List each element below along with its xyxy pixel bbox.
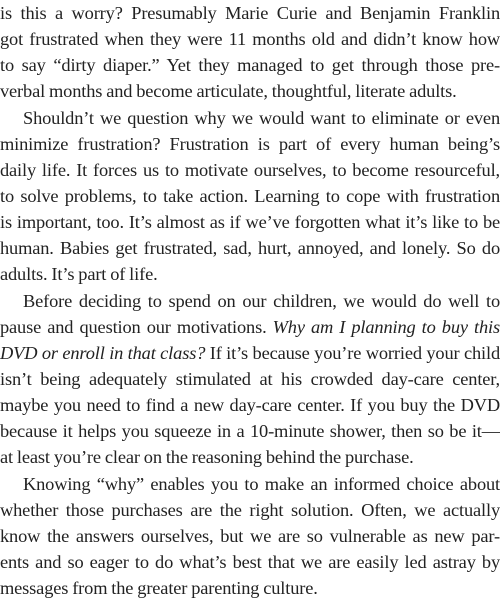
text-line: Before deciding to spend on our children, we would do well to: [23, 290, 500, 311]
text-line: know the answers ourselves, but we are so vulnerable as new par-: [0, 525, 500, 546]
paragraph-4: [0, 471, 500, 601]
text-line: daily life. It forces us to motivate ourselves, to become resourceful,: [0, 159, 500, 180]
text-line: verbal months and become articulate, thoughtful, literate adults.: [0, 81, 457, 102]
text-line: Shouldn’t we question why we would want to eliminate or even: [23, 107, 500, 128]
text-line: to say “dirty diaper.” Yet they managed to get through those pre-: [0, 55, 500, 76]
text-line: [0, 340, 500, 366]
paragraph-3: [0, 288, 500, 471]
text-run: If it’s because you’re worried your child: [205, 342, 500, 363]
text-run: pause and question our motivations.: [0, 316, 273, 337]
italic-question: DVD or enroll in that class?: [0, 342, 206, 363]
text-line: at least you’re clear on the reasoning behind the purchase.: [0, 447, 414, 468]
paragraph-1: [0, 0, 500, 105]
text-line: maybe you need to find a new day-care center. If you buy the DVD: [0, 395, 500, 416]
text-line: is this a worry? Presumably Marie Curie and Benjamin Franklin: [0, 3, 500, 23]
text-line: human. Babies get frustrated, sad, hurt, annoyed, and lonely. So do: [0, 238, 500, 259]
text-line: to solve problems, to take action. Learning to cope with frustration: [0, 185, 500, 206]
text-line: is important, too. It’s almost as if we’ve forgotten what it’s like to be: [0, 212, 500, 233]
paragraph-2: [0, 105, 500, 288]
text-line: whether those purchases are the right solution. Often, we actually: [0, 499, 500, 520]
text-line: got frustrated when they were 11 months old and didn’t know how: [0, 29, 500, 50]
text-line: messages from the greater parenting culture.: [0, 578, 318, 599]
text-line: because it helps you squeeze in a 10-minute shower, then so be it—: [0, 421, 500, 442]
text-line: minimize frustration? Frustration is part of every human being’s: [0, 133, 500, 154]
text-line: adults. It’s part of life.: [0, 264, 158, 285]
text-line: isn’t being adequately stimulated at his crowded day-care center,: [0, 368, 500, 389]
italic-question: Why am I planning to buy this: [272, 316, 500, 337]
text-line: Knowing “why” enables you to make an informed choice about: [23, 473, 500, 494]
text-line: [0, 314, 500, 340]
text-line: ents and so eager to do what’s best that we are easily led astray by: [0, 551, 500, 572]
